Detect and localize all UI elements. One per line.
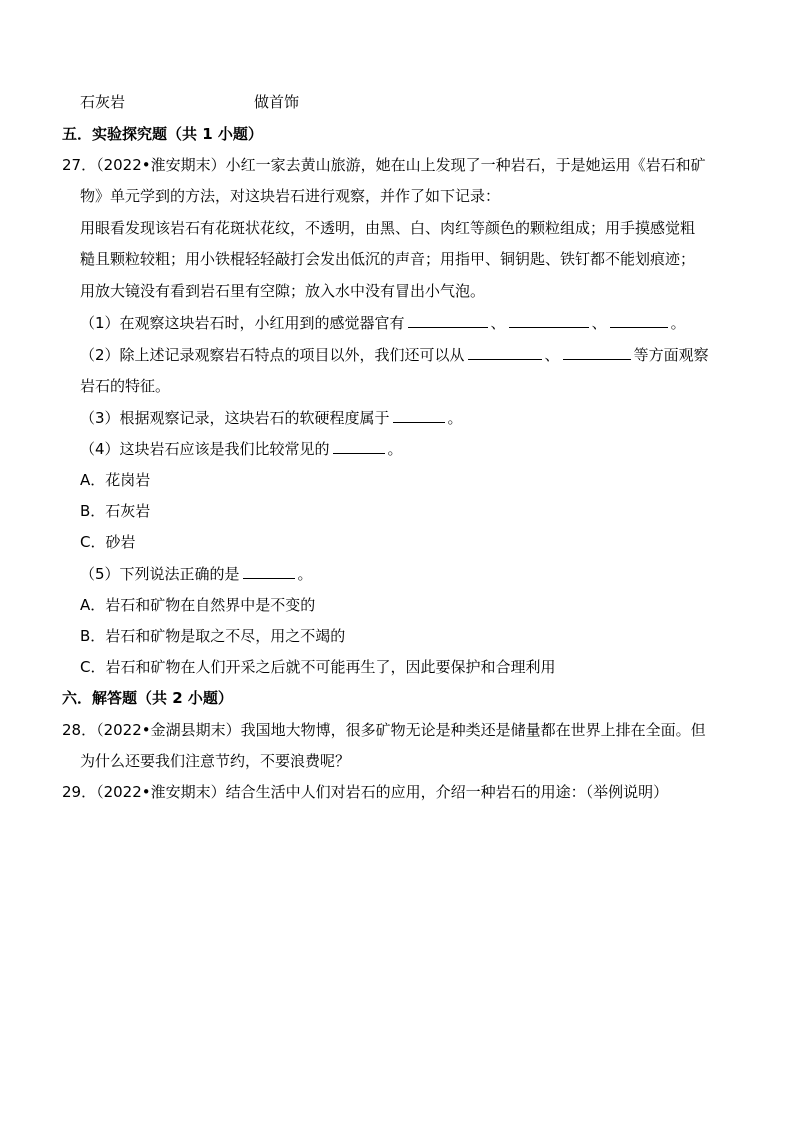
- option-b: B．岩石和矿物是取之不尽，用之不竭的: [80, 627, 346, 645]
- section-5-title: 五．实验探究题（共 1 小题）: [62, 125, 263, 143]
- end-mark: 。: [447, 409, 463, 427]
- option-a: A．岩石和矿物在自然界中是不变的: [80, 596, 316, 614]
- option-a: A．花岗岩: [80, 471, 151, 489]
- q27-record-line-1: 用眼看发现该岩石有花斑状花纹，不透明，由黑、白、肉红等颜色的颗粒组成；用手摸感觉粗: [80, 219, 696, 237]
- q27-stem-line-2: 物》单元学到的方法，对这块岩石进行观察，并作了如下记录：: [80, 187, 501, 205]
- answer-blank[interactable]: [509, 313, 589, 328]
- q28-line-2: 为什么还要我们注意节约，不要浪费呢？: [80, 752, 351, 770]
- option-c: C．岩石和矿物在人们开采之后就不可能再生了，因此要保护和合理利用: [80, 658, 556, 676]
- matching-item-left: 石灰岩: [80, 93, 126, 111]
- q27-sub3-text: （3）根据观察记录，这块岩石的软硬程度属于: [80, 409, 390, 427]
- end-mark: 。: [387, 440, 403, 458]
- q27-sub3: [80, 408, 463, 428]
- matching-item-right: 做首饰: [254, 93, 300, 111]
- section-6-title: 六．解答题（共 2 小题）: [62, 689, 233, 707]
- q29-line-1: 29．（2022•淮安期末）结合生活中人们对岩石的应用，介绍一种岩石的用途：（举例说明）: [62, 783, 669, 801]
- q27-sub4-text: （4）这块岩石应该是我们比较常见的: [80, 440, 330, 458]
- q27-sub1: [80, 313, 686, 333]
- q28-line-1: 28．（2022•金湖县期末）我国地大物博，很多矿物无论是种类还是储量都在世界上排在全面。但: [62, 721, 706, 739]
- q27-sub2: [80, 345, 709, 365]
- q27-stem-line-1: 27．（2022•淮安期末）小红一家去黄山旅游，她在山上发现了一种岩石，于是她运用《岩石和矿: [62, 156, 706, 174]
- answer-blank[interactable]: [468, 345, 542, 360]
- end-mark: 。: [670, 314, 686, 332]
- answer-blank[interactable]: [563, 345, 631, 360]
- separator: 、: [544, 346, 560, 364]
- answer-blank[interactable]: [333, 439, 385, 454]
- end-mark: 。: [297, 565, 313, 583]
- q27-sub5: [80, 564, 313, 584]
- separator: 、: [490, 314, 506, 332]
- answer-blank[interactable]: [243, 564, 295, 579]
- q27-sub2-continuation: 岩石的特征。: [80, 377, 171, 395]
- option-b: B．石灰岩: [80, 502, 151, 520]
- answer-blank[interactable]: [610, 313, 668, 328]
- separator: 、: [591, 314, 607, 332]
- q27-sub1-text: （1）在观察这块岩石时，小红用到的感觉器官有: [80, 314, 405, 332]
- option-c: C．砂岩: [80, 533, 136, 551]
- q27-sub2-after: 等方面观察: [633, 346, 709, 364]
- q27-record-line-3: 用放大镜没有看到岩石里有空隙；放入水中没有冒出小气泡。: [80, 282, 486, 300]
- q27-sub4: [80, 439, 403, 459]
- q27-sub5-text: （5）下列说法正确的是: [80, 565, 240, 583]
- answer-blank[interactable]: [408, 313, 488, 328]
- q27-record-line-2: 糙且颗粒较粗；用小铁棍轻轻敲打会发出低沉的声音；用指甲、铜钥匙、铁钉都不能划痕迹；: [80, 250, 696, 268]
- answer-blank[interactable]: [393, 408, 445, 423]
- q27-sub2-text: （2）除上述记录观察岩石特点的项目以外，我们还可以从: [80, 346, 465, 364]
